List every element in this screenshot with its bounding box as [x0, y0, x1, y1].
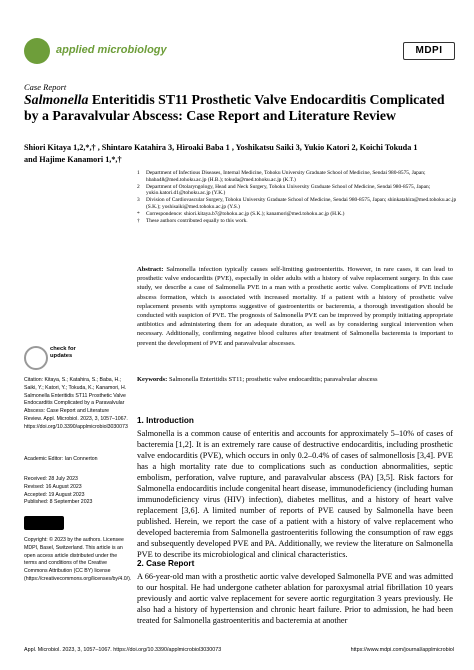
affiliation-text: Correspondence: shiori.kitaya.b7@tohoku.ac.jp (S.K.); kanamori@med.tohoku.ac.jp (H.K.)	[146, 211, 345, 218]
affiliation-mark: *	[137, 211, 140, 218]
academic-editor: Academic Editor: Ian Connerton	[24, 456, 98, 462]
affiliation-item	[137, 211, 457, 218]
author-list	[24, 142, 454, 166]
copyright-notice: Copyright: © 2023 by the authors. Licensee MDPI, Basel, Switzerland. This article is an open access article distributed under the terms and conditions of the Creative Commons Attribution (CC BY) license (https://creativecommons.org/licenses/by/4.0/).	[24, 537, 132, 582]
date-published: Published: 8 September 2023	[24, 499, 93, 506]
article-title	[24, 92, 454, 124]
journal-logo	[24, 38, 50, 64]
introduction-paragraph: Salmonella is a common cause of enteritis and accounts for approximately 5–10% of cases of bacteremia [1,2]. It is an extremely rare cause of destructive endocarditis, including prosthetic valve endocarditis (PVE), which occurs in only 0.2–0.4% of cases of salmonellosis [3,4]. PVE has a high mortality rate due to complications such as conduction abnormalities, septic embolism, perforation, valve rupture, and paravalvular abscess (PA) [3,5]. Risk factors for Salmonella endocarditis include congenital heart disease, immunodeficiency (including human immunodeficiency virus (HIV) infection), diabetes mellitus, and a history of heart valve replacement [3,6]. A limited number of reports of PVE caused by Salmonella have been published. Herein, we report the case of a patient with a history of valve replacement who developed bacteremia from Salmonella gastroenteritis following the consumption of raw eggs and subsequently developed PVE and PA. Additionally, we review the literature on Salmonella PVE to describe its microbiological and clinical characteristics.	[137, 429, 453, 559]
title-rest: Enteritidis ST11 Prosthetic Valve Endocarditis Complicated by a Paravalvular Abscess: Case Report and Literature Review	[24, 92, 445, 123]
affiliation-mark: 3	[137, 197, 140, 204]
case-report-paragraph: A 66-year-old man with a prosthetic aortic valve developed Salmonella PVE and was admitted to our hospital. He had undergone catheter ablation for paroxysmal atrial fibrillation 10 years previously and aortic valve replacement for severe aortic regurgitation 3 years previously. He also had a history of hypertension and chronic heart failure. Prior to admission, he had been treated for Salmonella gastroenteritis and bacteremia at another	[137, 572, 453, 625]
affiliation-item	[137, 184, 457, 197]
section-heading-case-report: 2. Case Report	[137, 559, 195, 568]
authors-line-2: and Hajime Kanamori 1,*,†	[24, 155, 122, 164]
check-for-updates-icon[interactable]	[24, 346, 48, 370]
footer-journal-url[interactable]: https://www.mdpi.com/journal/applmicrobiol	[350, 647, 454, 653]
footer-citation: Appl. Microbiol. 2023, 3, 1057–1067. https://doi.org/10.3390/applmicrobiol3030073	[24, 647, 222, 653]
date-received: Received: 28 July 2023	[24, 476, 78, 482]
affiliations	[137, 170, 457, 225]
publisher-logo: MDPI	[403, 42, 455, 60]
check-line-2: updates	[50, 353, 73, 359]
section-heading-introduction: 1. Introduction	[137, 416, 194, 425]
authors-line-1: Shiori Kitaya 1,2,*,† , Shintaro Katahira 3, Hiroaki Baba 1 , Yoshikatsu Saiki 3, Yukio Katori 2, Koichi Tokuda 1	[24, 143, 418, 152]
affiliation-mark: †	[137, 218, 140, 225]
abstract-text: Salmonella infection typically causes self-limiting gastroenteritis. However, in rare cases, it can lead to prosthetic valve endocarditis (PVE), especially in older adults with a history of valve replacement surgery. In this case study, we describe a case of Salmonella PVE in a man with a prosthetic aortic valve. Complications of PVE include abscess formation, which is associated with increased mortality. If a patient with a history of prosthetic valve replacement presents with symptoms suggestive of gastroenteritis or bacteremia, a thorough investigation should be conducted with suspicion of PVE. The prognosis of Salmonella PVE can be improved by promptly initiating appropriate antibiotics and administering them for an adequate duration, as well as by considering surgical intervention when necessary. Additionally, confirming negative blood cultures after treatment of Salmonella bacteremia is important to prevent the development of PVE and paravalvular abscesses.	[137, 266, 453, 347]
affiliation-text: Department of Otolaryngology, Head and Neck Surgery, Tohoku University Graduate School of Medicine, Sendai 980-8575, Japan; yukio.katori.d1@tohoku.ac.jp (Y.K.)	[146, 183, 431, 197]
journal-name: applied microbiology	[56, 44, 167, 56]
affiliation-text: Department of Infectious Diseases, Internal Medicine, Tohoku University Graduate School of Medicine, Sendai 980-8575, Japan; hbaba48@med.tohoku.ac.jp (H.B.); tokuda@med.tohoku.ac.jp (K.T.)	[146, 170, 426, 183]
affiliation-text: These authors contributed equally to this work.	[146, 218, 248, 225]
keywords	[137, 375, 453, 384]
article-type: Case Report	[24, 82, 67, 92]
date-revised: Revised: 16 August 2023	[24, 483, 82, 490]
affiliation-text: Division of Cardiovascular Surgery, Tohoku University Graduate School of Medicine, Sendai 980-8575, Japan; shinkatahira@med.tohoku.ac.jp (S.K.); yoshisaiki@med.tohoku.ac.jp (Y.S.)	[146, 197, 457, 210]
check-line-1: check for	[50, 346, 76, 352]
affiliation-mark: 1	[137, 170, 140, 176]
affiliation-item	[137, 170, 457, 183]
keywords-text: Salmonella Enteritidis ST11; prosthetic valve endocarditis; paravalvular abscess	[168, 376, 378, 383]
abstract-label: Abstract:	[137, 266, 164, 273]
affiliation-mark: 2	[137, 183, 140, 190]
citation-block: Citation: Kitaya, S.; Katahira, S.; Baba, H.; Saiki, Y.; Katori, Y.; Tokuda, K.; Kanamori, H. Salmonella Enteritidis ST11 Prosthetic Valve Endocarditis Complicated by a Paravalvular Abscess: Case Report and Literature Review. Appl. Microbiol. 2023, 3, 1057–1067. https://doi.org/10.3390/applmicrobiol3030073	[24, 377, 128, 430]
check-for-updates-label[interactable]	[50, 346, 76, 360]
cc-by-license-icon[interactable]	[24, 516, 64, 530]
affiliation-item	[137, 218, 457, 225]
affiliation-item	[137, 197, 457, 210]
keywords-label: Keywords:	[137, 376, 168, 383]
publication-dates	[24, 476, 92, 507]
title-italic-part: Salmonella	[24, 92, 89, 107]
abstract	[137, 265, 453, 348]
date-accepted: Accepted: 19 August 2023	[24, 491, 85, 498]
